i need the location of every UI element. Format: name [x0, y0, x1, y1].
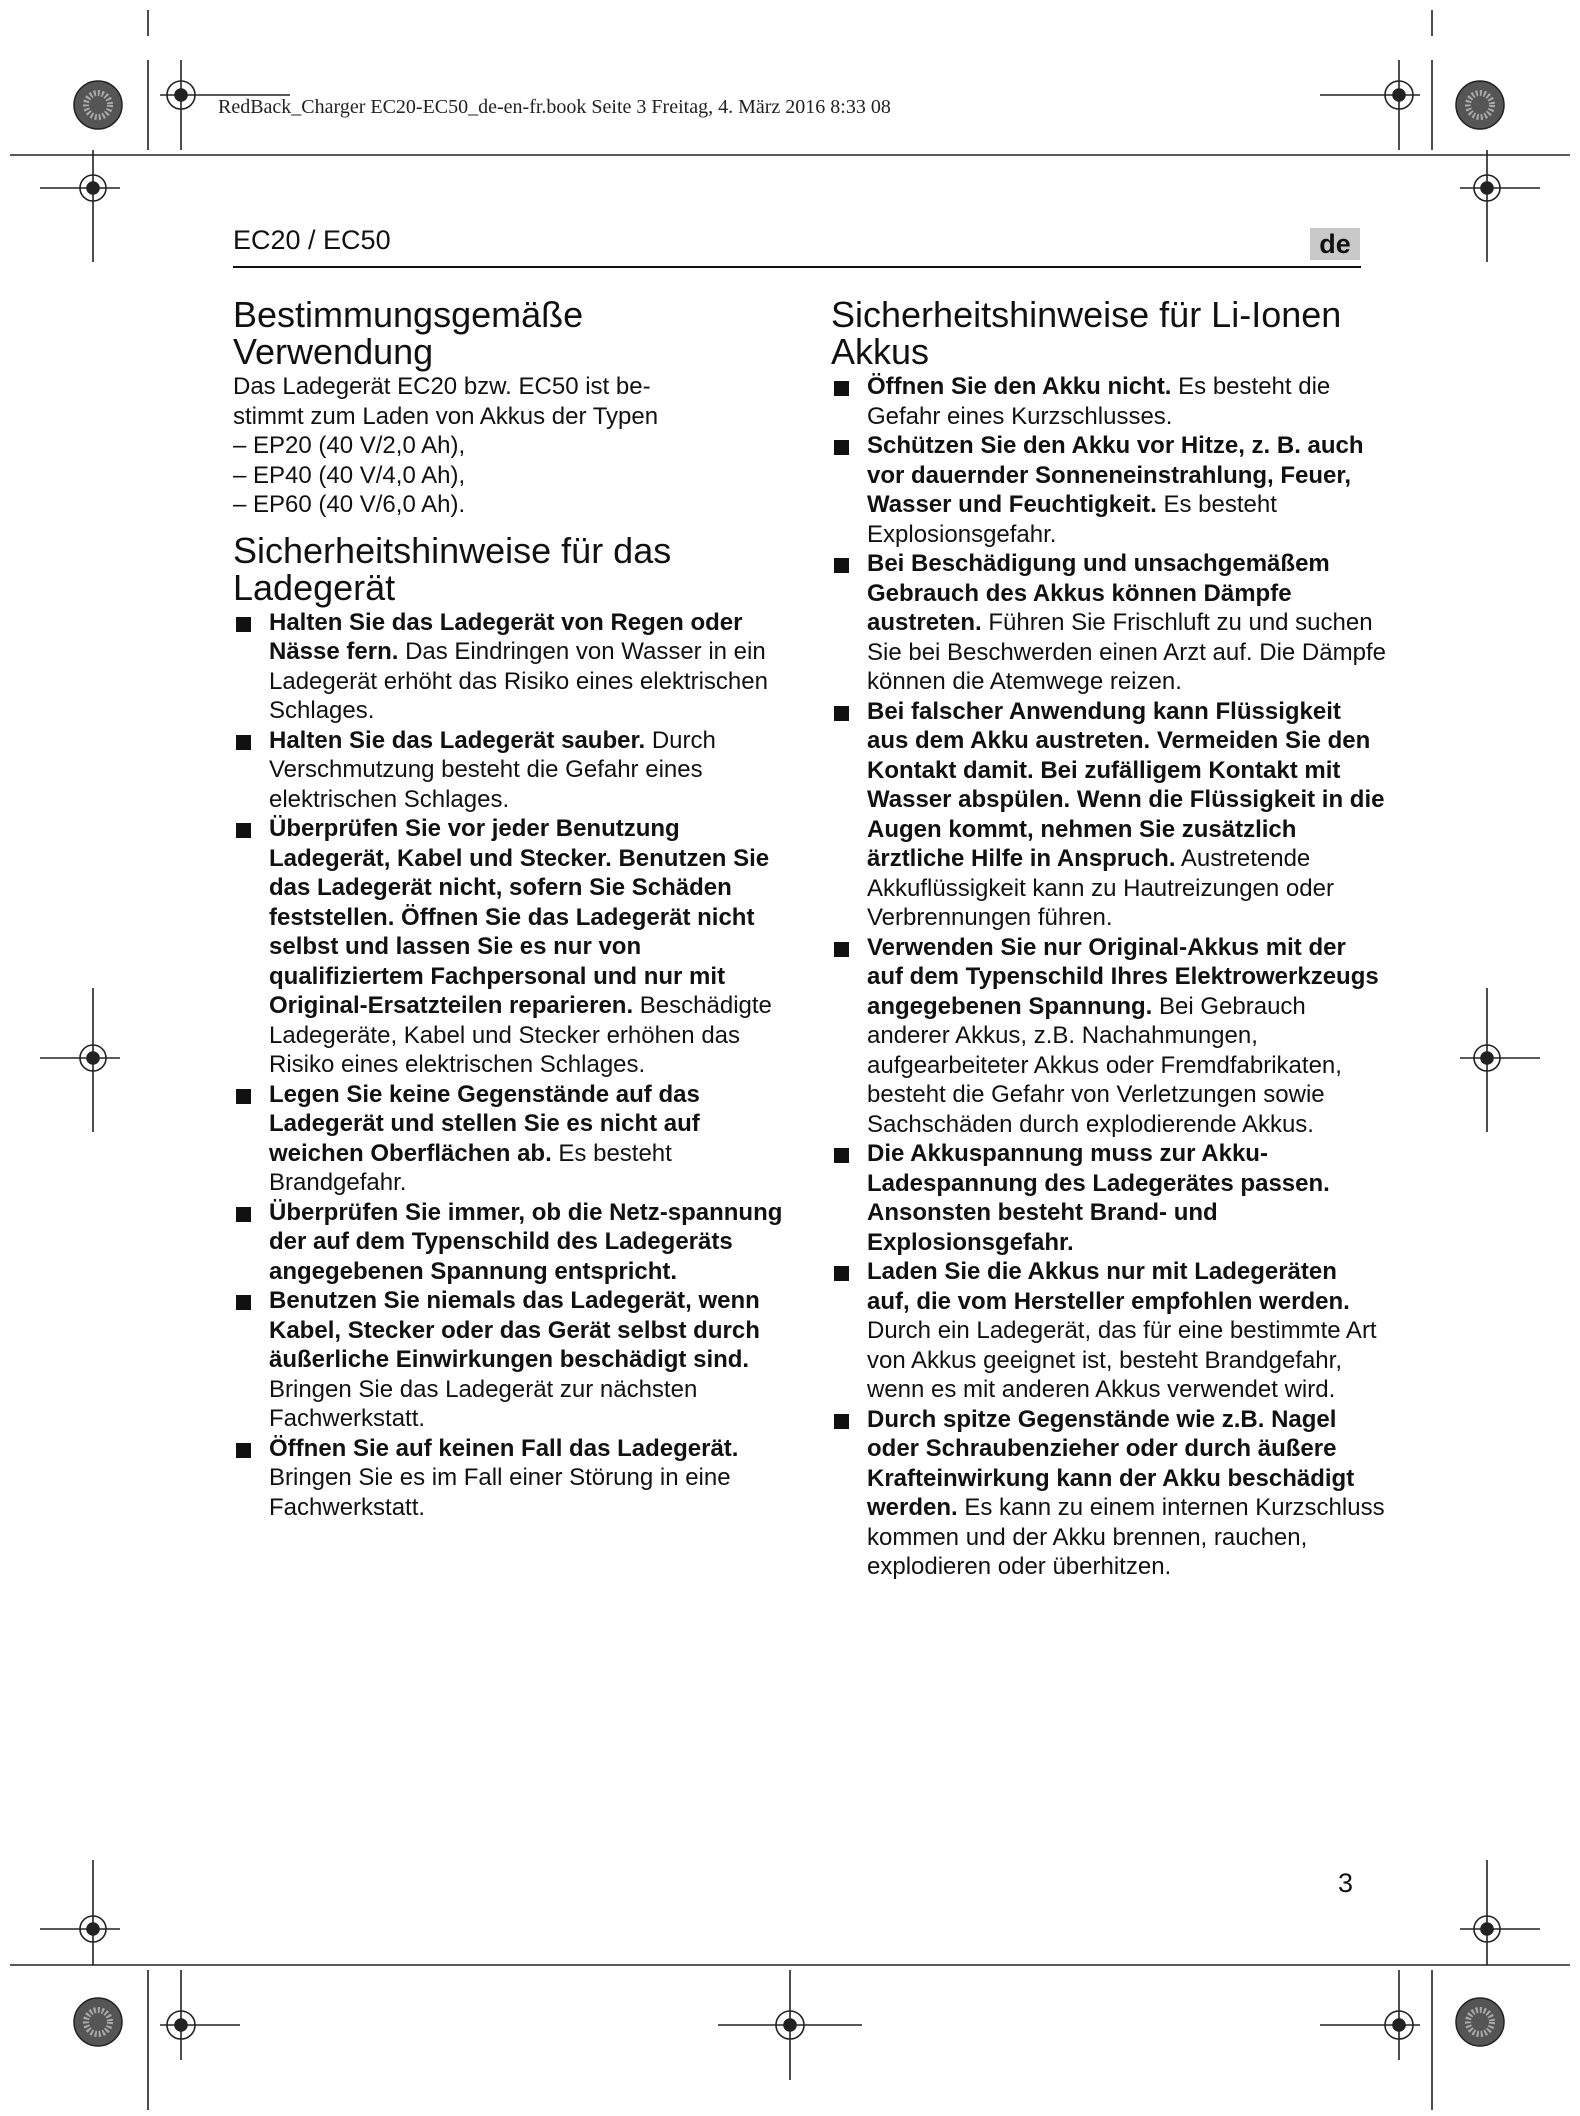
bullet-square-icon — [236, 617, 251, 632]
registration-target-bottom-left — [74, 1998, 122, 2046]
page-header-title: EC20 / EC50 — [233, 225, 391, 255]
crop-mark-right-upper — [1460, 150, 1540, 262]
bullet-square-icon — [834, 440, 849, 455]
list-item: Halten Sie das Ladegerät sauber. Durch Verschmutzung besteht die Gefahr eines elektrischen Schlages. — [233, 726, 788, 815]
list-item: Überprüfen Sie vor jeder Benutzung Ladegerät, Kabel und Stecker. Benutzen Sie das Ladegerät nicht, sofern Sie Schäden feststellen. Öffnen Sie das Ladegerät nicht selbst und lassen Sie es nur von qualifiziertem Fachpersonal und nur mit Original-Ersatzteilen reparieren. Beschädigte Ladegeräte, Kabel und Stecker erhöhen das Risiko eines elektrischen Schlages. — [233, 814, 788, 1080]
list-item: Schützen Sie den Akku vor Hitze, z. B. auch vor dauernder Sonneneinstrahlung, Feuer, Wasser und Feuchtigkeit. Es besteht Explosionsgefahr. — [831, 431, 1386, 549]
bullet-square-icon — [236, 1443, 251, 1458]
section-title-intended-use: Bestimmungsgemäße Verwendung — [233, 294, 584, 372]
list-item: Laden Sie die Akkus nur mit Ladegeräten auf, die vom Hersteller empfohlen werden. Durch ein Ladegerät, das für eine bestimmte Art von Akkus geeignet ist, besteht Brandgefahr, wenn es mit anderen Akkus verwendet wird. — [831, 1257, 1386, 1405]
bullet-square-icon — [834, 381, 849, 396]
header-rule — [233, 266, 1361, 268]
crop-mark-left-upper — [40, 150, 120, 262]
bullet-square-icon — [236, 735, 251, 750]
intended-use-line: – EP60 (40 V/6,0 Ah). — [233, 491, 466, 518]
bullet-square-icon — [834, 1148, 849, 1163]
print-info-line: RedBack_Charger EC20-EC50_de-en-fr.book Seite 3 Freitag, 4. März 2016 8:33 08 — [218, 96, 891, 118]
list-item: Öffnen Sie auf keinen Fall das Ladegerät. Bringen Sie es im Fall einer Störung in eine Fachwerkstatt. — [233, 1434, 788, 1523]
bullet-square-icon — [236, 1295, 251, 1310]
bullet-square-icon — [236, 1089, 251, 1104]
crop-mark-right-lower — [1460, 1860, 1540, 1965]
section-title-charger-safety: Sicherheitshinweise für das Ladegerät — [233, 529, 672, 608]
crop-mark-bottom-right — [1320, 1970, 1432, 2110]
page-number: 3 — [1338, 1868, 1354, 1898]
intended-use-line: – EP20 (40 V/2,0 Ah), — [233, 432, 466, 459]
left-column — [233, 296, 788, 1522]
list-item: Öffnen Sie den Akku nicht. Es besteht die Gefahr eines Kurzschlusses. — [831, 372, 1386, 431]
list-item: Bei falscher Anwendung kann Flüssigkeit aus dem Akku austreten. Vermeiden Sie den Kontakt damit. Bei zufälligem Kontakt mit Wasser abspülen. Wenn die Flüssigkeit in die Augen kommt, nehmen Sie zusätzlich ärztliche Hilfe in Anspruch. Austretende Akkuflüssigkeit kann zu Hautreizungen oder Verbrennungen führen. — [831, 697, 1386, 933]
right-column — [831, 296, 1386, 1582]
registration-target-top-right — [1456, 81, 1504, 129]
bullet-square-icon — [834, 706, 849, 721]
intended-use-line: – EP40 (40 V/4,0 Ah), — [233, 461, 466, 489]
bullet-square-icon — [834, 942, 849, 957]
list-item: Legen Sie keine Gegenstände auf das Ladegerät und stellen Sie es nicht auf weichen Oberflächen ab. Es besteht Brandgefahr. — [233, 1080, 788, 1198]
list-item: Halten Sie das Ladegerät von Regen oder Nässe fern. Das Eindringen von Wasser in ein Ladegerät erhöht das Risiko eines elektrischen Schlages. — [233, 608, 788, 726]
section-title-li-ion-safety: Sicherheitshinweise für Li-Ionen Akkus — [831, 294, 1342, 372]
registration-target-top-left — [74, 81, 122, 129]
bullet-square-icon — [236, 1207, 251, 1222]
list-item: Die Akkuspannung muss zur Akku-Ladespannung des Ladegerätes passen. Ansonsten besteht Brand- und Explosionsgefahr. — [831, 1139, 1386, 1257]
bullet-square-icon — [236, 823, 251, 838]
intended-use-text — [233, 372, 788, 520]
intended-use-line: Das Ladegerät EC20 bzw. EC50 ist be- — [233, 373, 651, 400]
bullet-square-icon — [834, 1266, 849, 1281]
li-ion-safety-list — [831, 372, 1386, 1582]
bullet-square-icon — [834, 1414, 849, 1429]
crop-mark-left-lower — [40, 1860, 120, 1965]
crop-mark-bottom-center — [718, 1970, 862, 2080]
registration-target-bottom-right — [1456, 1998, 1504, 2046]
crop-mark-left-middle — [40, 988, 120, 1132]
list-item: Durch spitze Gegenstände wie z.B. Nagel oder Schraubenzieher oder durch äußere Krafteinwirkung kann der Akku beschädigt werden. Es kann zu einem internen Kurzschluss kommen und der Akku brennen, rauchen, explodieren oder überhitzen. — [831, 1405, 1386, 1582]
charger-safety-list — [233, 608, 788, 1523]
language-badge: de — [1310, 228, 1360, 260]
list-item: Verwenden Sie nur Original-Akkus mit der auf dem Typenschild Ihres Elektrowerkzeugs angegebenen Spannung. Bei Gebrauch anderer Akkus, z.B. Nachahmungen, aufgearbeiteter Akkus oder Fremdfabrikaten, besteht die Gefahr von Verletzungen sowie Sachschäden durch explodierende Akkus. — [831, 933, 1386, 1140]
crop-mark-bottom-left — [148, 1970, 240, 2110]
list-item: Bei Beschädigung und unsachgemäßem Gebrauch des Akkus können Dämpfe austreten. Führen Sie Frischluft zu und suchen Sie bei Beschwerden einen Arzt auf. Die Dämpfe können die Atemwege reizen. — [831, 549, 1386, 697]
list-item: Überprüfen Sie immer, ob die Netz-spannung der auf dem Typenschild des Ladegeräts angegebenen Spannung entspricht. — [233, 1198, 788, 1287]
list-item: Benutzen Sie niemals das Ladegerät, wenn Kabel, Stecker oder das Gerät selbst durch äußerliche Einwirkungen beschädigt sind. Bringen Sie das Ladegerät zur nächsten Fachwerkstatt. — [233, 1286, 788, 1434]
crop-mark-top-right — [1320, 60, 1432, 150]
intended-use-line: stimmt zum Laden von Akkus der Typen — [233, 402, 659, 430]
crop-mark-right-middle — [1460, 988, 1540, 1132]
bullet-square-icon — [834, 558, 849, 573]
